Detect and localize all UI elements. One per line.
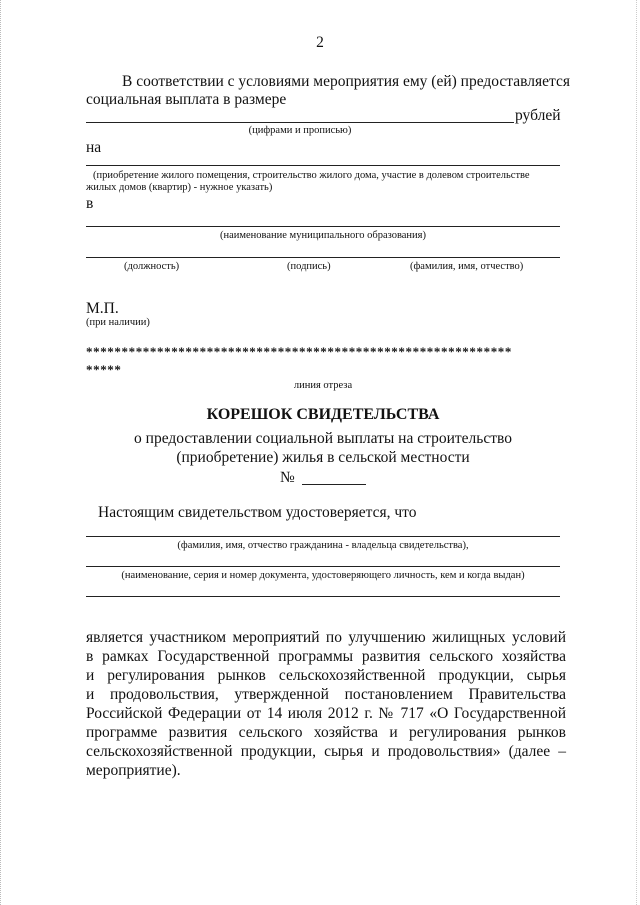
body-line-1: является участником мероприятий по улучшению жилищных условий (86, 629, 566, 646)
certificate-number-line (302, 484, 366, 485)
scan-edge-right (636, 0, 638, 905)
amount-caption: (цифрами и прописью) (248, 125, 352, 136)
signature-caption: (подпись) (287, 261, 331, 272)
scan-edge-left (0, 0, 2, 905)
amount-field-line (86, 122, 514, 123)
body-line-2: в рамках Государственной программы развития сельского хозяйства (86, 648, 566, 665)
id-doc-field-line (86, 566, 560, 567)
number-sign: № (280, 469, 295, 486)
body-line-8: мероприятие). (86, 762, 181, 779)
v-label: в (86, 195, 94, 212)
body-line-7: сельскохозяйственной продукции, сырья и продовольствия» (далее – (86, 743, 566, 760)
holder-field-line (86, 536, 560, 537)
cut-line-label: линия отреза (293, 380, 353, 391)
purpose-field-line (86, 165, 560, 166)
municipality-caption: (наименование муниципального образования) (219, 230, 427, 241)
body-line-4: и продовольствия, утвержденной постановлением Правительства (86, 686, 566, 703)
stub-subtitle-1: о предоставлении социальной выплаты на строительство (134, 430, 512, 447)
extra-field-line (86, 596, 560, 597)
na-label: на (86, 139, 102, 156)
stub-title: КОРЕШОК СВИДЕТЕЛЬСТВА (206, 406, 440, 423)
stub-subtitle-2: (приобретение) жилья в сельской местности (176, 449, 470, 466)
holder-caption: (фамилия, имя, отчество гражданина - владельца свидетельства), (177, 540, 469, 551)
mp-label: М.П. (86, 300, 119, 317)
purpose-caption-2: жилых домов (квартир) - нужное указать) (86, 182, 273, 193)
para1-line1: В соответствии с условиями мероприятия ему (ей) предоставляется (122, 73, 570, 90)
position-caption: (должность) (124, 261, 180, 272)
body-line-5: Российской Федерации от 14 июля 2012 г. № 717 «О Государственной (86, 705, 566, 722)
cut-stars-line-2: ***** (86, 362, 122, 377)
municipality-field-line (86, 226, 560, 227)
body-line-6: программе развития сельского хозяйства и регулирования рынков (86, 724, 566, 741)
page-number: 2 (316, 34, 324, 51)
para1-line2: социальная выплата в размере (86, 91, 287, 108)
rubles-label: рублей (515, 107, 561, 124)
body-line-3: и регулирования рынков сельскохозяйственной продукции, сырья (86, 667, 566, 684)
mp-note: (при наличии) (86, 317, 150, 328)
signature-field-line (86, 257, 560, 258)
certify-text: Настоящим свидетельством удостоверяется, что (98, 504, 417, 521)
fio-caption: (фамилия, имя, отчество) (410, 261, 524, 272)
purpose-caption-1: (приобретение жилого помещения, строительство жилого дома, участие в долевом строительстве (93, 170, 530, 181)
cut-stars-line-1: ************************************************************ (86, 344, 512, 359)
id-doc-caption: (наименование, серия и номер документа, удостоверяющего личность, кем и когда выдан) (121, 570, 525, 581)
